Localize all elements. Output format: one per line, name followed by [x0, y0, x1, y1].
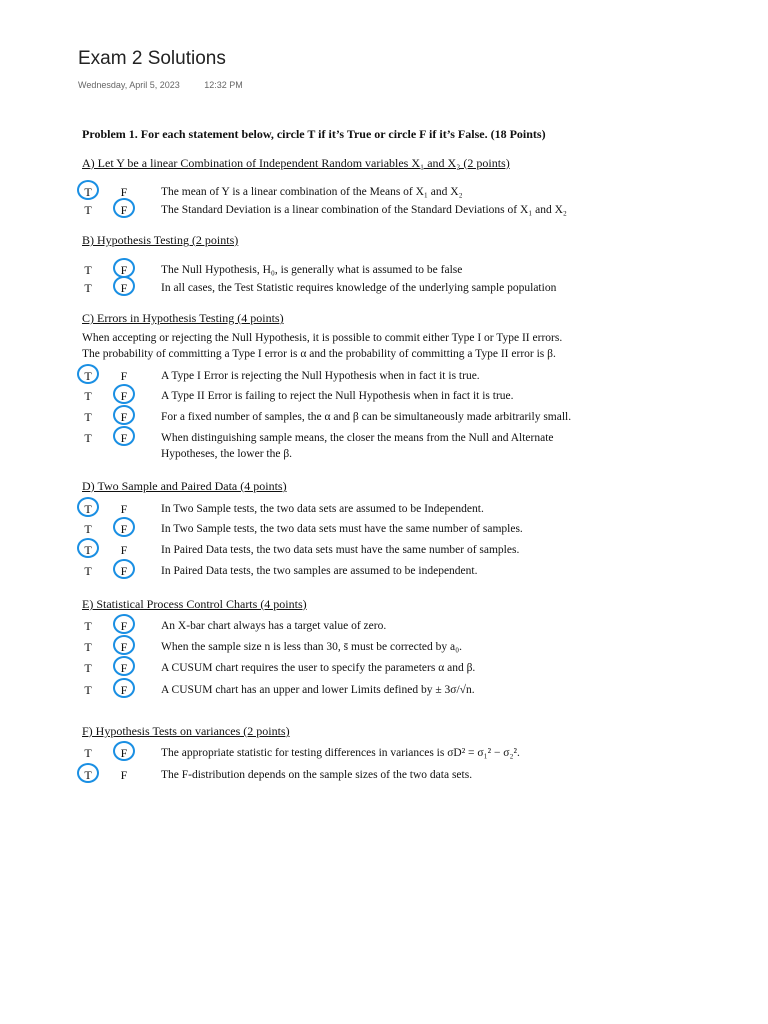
section-c-intro-line-2: The probability of committing a Type I error is α and the probability of committing a Type II error is β.: [82, 348, 556, 360]
question-row: [0, 280, 768, 300]
statement: In Two Sample tests, the two data sets are assumed to be Independent.: [161, 503, 484, 515]
false-option[interactable]: F: [120, 185, 128, 199]
question-row: [0, 521, 768, 541]
statement: The appropriate statistic for testing differences in variances is σD² = σ₁² − σ₂².: [161, 747, 520, 759]
page-title: Exam 2 Solutions: [78, 48, 226, 69]
false-option[interactable]: F: [116, 660, 132, 676]
statement: In Paired Data tests, the two data sets must have the same number of samples.: [161, 544, 520, 556]
true-option[interactable]: T: [80, 501, 96, 517]
answer-circle: [77, 538, 99, 558]
answer-circle: [113, 656, 135, 676]
question-row: [0, 409, 768, 429]
false-option[interactable]: F: [120, 369, 128, 383]
false-option[interactable]: F: [116, 388, 132, 404]
problem-heading: Problem 1. For each statement below, circle T if it’s True or circle F if it’s False. (18 Points): [82, 127, 546, 141]
statement: In all cases, the Test Statistic requires knowledge of the underlying sample population: [161, 282, 557, 294]
false-option[interactable]: F: [116, 521, 132, 537]
true-option[interactable]: T: [84, 640, 92, 654]
statement: For a fixed number of samples, the α and β can be simultaneously made arbitrarily small.: [161, 411, 572, 423]
statement: The mean of Y is a linear combination of the Means of X₁ and X₂: [161, 186, 463, 198]
question-row: [0, 563, 768, 583]
false-option[interactable]: F: [116, 745, 132, 761]
question-row: [0, 368, 768, 388]
false-option[interactable]: F: [116, 202, 132, 218]
question-row: [0, 745, 768, 765]
section-e-heading: E) Statistical Process Control Charts (4 points): [82, 597, 307, 611]
section-c-heading: C) Errors in Hypothesis Testing (4 points): [82, 311, 284, 325]
question-row: [0, 388, 768, 408]
answer-circle: [113, 276, 135, 296]
true-option[interactable]: T: [80, 767, 96, 783]
true-option[interactable]: T: [80, 184, 96, 200]
true-option[interactable]: T: [84, 263, 92, 277]
false-option[interactable]: F: [116, 682, 132, 698]
statement: An X-bar chart always has a target value of zero.: [161, 620, 387, 632]
answer-circle: [113, 198, 135, 218]
question-row: [0, 767, 768, 787]
statement: In Paired Data tests, the two samples are assumed to be independent.: [161, 565, 478, 577]
false-option[interactable]: F: [116, 262, 132, 278]
answer-circle: [77, 364, 99, 384]
statement: In Two Sample tests, the two data sets must have the same number of samples.: [161, 523, 523, 535]
statement: [161, 430, 554, 462]
answer-circle: [113, 405, 135, 425]
statement: A CUSUM chart requires the user to specify the parameters α and β.: [161, 662, 476, 674]
statement-line-2: Hypotheses, the lower the β.: [161, 448, 293, 460]
true-option[interactable]: T: [84, 281, 92, 295]
false-option[interactable]: F: [120, 768, 128, 782]
true-option[interactable]: T: [84, 661, 92, 675]
false-option[interactable]: F: [120, 543, 128, 557]
answer-circle: [77, 497, 99, 517]
true-option[interactable]: T: [84, 619, 92, 633]
statement: A Type I Error is rejecting the Null Hypothesis when in fact it is true.: [161, 370, 480, 382]
question-row: [0, 430, 768, 464]
answer-circle: [113, 614, 135, 634]
note-metadata: [78, 80, 243, 90]
note-date: Wednesday, April 5, 2023: [78, 80, 180, 90]
false-option[interactable]: F: [116, 280, 132, 296]
section-c-intro-line-1: When accepting or rejecting the Null Hypothesis, it is possible to commit either Type I or Type II errors.: [82, 332, 563, 344]
statement: The F-distribution depends on the sample sizes of the two data sets.: [161, 769, 473, 781]
statement: A CUSUM chart has an upper and lower Limits defined by ± 3σ/√n.: [161, 684, 475, 696]
answer-circle: [113, 426, 135, 446]
statement-line-1: When distinguishing sample means, the closer the means from the Null and Alternate: [161, 432, 554, 444]
true-option[interactable]: T: [84, 746, 92, 760]
answer-circle: [77, 763, 99, 783]
true-option[interactable]: T: [84, 522, 92, 536]
false-option[interactable]: F: [120, 502, 128, 516]
question-row: [0, 542, 768, 562]
false-option[interactable]: F: [116, 563, 132, 579]
answer-circle: [113, 741, 135, 761]
answer-circle: [77, 180, 99, 200]
true-option[interactable]: T: [84, 389, 92, 403]
false-option[interactable]: F: [116, 618, 132, 634]
true-option[interactable]: T: [84, 683, 92, 697]
true-option[interactable]: T: [80, 368, 96, 384]
section-f-heading: F) Hypothesis Tests on variances (2 points): [82, 724, 290, 738]
true-option[interactable]: T: [84, 410, 92, 424]
section-a-heading: A) Let Y be a linear Combination of Independent Random variables X₁ and X₂ (2 points): [82, 156, 510, 170]
statement: The Standard Deviation is a linear combination of the Standard Deviations of X₁ and X₂: [161, 204, 567, 216]
true-option[interactable]: T: [84, 203, 92, 217]
answer-circle: [113, 384, 135, 404]
false-option[interactable]: F: [116, 639, 132, 655]
question-row: [0, 501, 768, 521]
question-row: [0, 660, 768, 680]
answer-circle: [113, 258, 135, 278]
answer-circle: [113, 517, 135, 537]
answer-circle: [113, 559, 135, 579]
statement: When the sample size n is less than 30, s̄ must be corrected by a₀.: [161, 641, 463, 653]
statement: The Null Hypothesis, H₀, is generally what is assumed to be false: [161, 264, 463, 276]
answer-circle: [113, 635, 135, 655]
note-time: 12:32 PM: [204, 80, 243, 90]
statement: A Type II Error is failing to reject the Null Hypothesis when in fact it is true.: [161, 390, 514, 402]
question-row: [0, 202, 768, 222]
answer-circle: [113, 678, 135, 698]
true-option[interactable]: T: [80, 542, 96, 558]
false-option[interactable]: F: [116, 430, 132, 446]
question-row: [0, 639, 768, 659]
section-b-heading: B) Hypothesis Testing (2 points): [82, 233, 239, 247]
true-option[interactable]: T: [84, 431, 92, 445]
false-option[interactable]: F: [116, 409, 132, 425]
section-d-heading: D) Two Sample and Paired Data (4 points): [82, 479, 287, 493]
question-row: [0, 682, 768, 702]
question-row: [0, 618, 768, 638]
true-option[interactable]: T: [84, 564, 92, 578]
